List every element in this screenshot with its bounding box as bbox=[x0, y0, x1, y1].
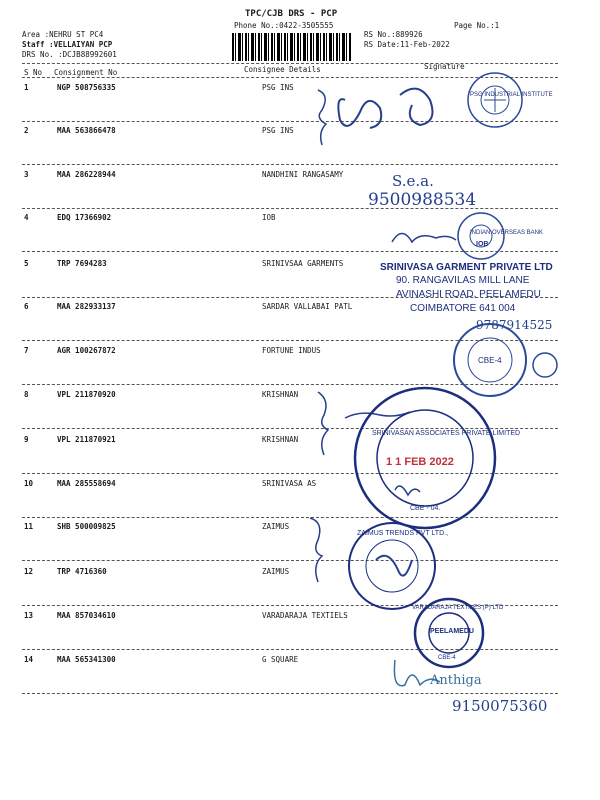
row-consignee-name: VARADARAJA TEXTIELS bbox=[262, 611, 348, 620]
iob-stamp-short: IOB bbox=[476, 241, 489, 248]
row-consignee-name: PSG INS bbox=[262, 126, 294, 135]
brace-rows-8-9 bbox=[318, 392, 328, 455]
col-header-consignee: Consignee Details bbox=[244, 65, 321, 74]
row-consignment-number: TRP 7694283 bbox=[57, 259, 107, 268]
iob-stamp bbox=[458, 213, 504, 259]
row-consignee-name: KRISHNAN bbox=[262, 390, 299, 399]
row-consignment-number: MAA 286228944 bbox=[57, 170, 116, 179]
row-serial-number: 5 bbox=[24, 259, 29, 268]
row-consignment-number: MAA 857034610 bbox=[57, 611, 116, 620]
varadaraja-stamp-center: PEELAMEDU bbox=[430, 628, 474, 635]
area-field: Area :NEHRU ST PC4 bbox=[22, 30, 104, 39]
document-title: TPC/CJB DRS - PCP bbox=[245, 9, 338, 19]
handwritten-phone-row-14: 9150075360 bbox=[452, 697, 548, 715]
row-serial-number: 2 bbox=[24, 126, 29, 135]
row-consignment-number: VPL 211870920 bbox=[57, 390, 116, 399]
row-consignment-number: MAA 563866478 bbox=[57, 126, 116, 135]
garments-stamp-addr2: AVINASHI ROAD, PEELAMEDU bbox=[396, 289, 541, 300]
associates-stamp-name: SRINIVASAN ASSOCIATES PRIVATE LIMITED bbox=[372, 430, 521, 437]
garments-stamp-name: SRINIVASA GARMENT PRIVATE LTD bbox=[380, 262, 553, 273]
col-header-signature: Signature bbox=[424, 62, 465, 71]
rs-date: RS Date:11-Feb-2022 bbox=[364, 40, 450, 49]
page-number: Page No.:1 bbox=[454, 21, 500, 30]
sardar-stamp-text: CBE-4 bbox=[478, 356, 502, 365]
garments-stamp-addr3: COIMBATORE 641 004 bbox=[410, 303, 516, 314]
phone-number: Phone No.:0422-3505555 bbox=[234, 21, 334, 30]
row-consignment-number: SHB 500009825 bbox=[57, 522, 116, 531]
row-serial-number: 14 bbox=[24, 655, 34, 664]
row-consignment-number: NGP 508756335 bbox=[57, 83, 116, 92]
row-serial-number: 13 bbox=[24, 611, 34, 620]
col-header-sno: S No bbox=[24, 68, 43, 77]
row-consignment-number: AGR 100267872 bbox=[57, 346, 116, 355]
row-consignee-name: KRISHNAN bbox=[262, 435, 299, 444]
signature-rows-1-2 bbox=[338, 99, 381, 128]
zaimus-stamp-text: ZAIMUS TRENDS PVT LTD., bbox=[357, 530, 449, 537]
row-consignee-name: ZAIMUS bbox=[262, 522, 290, 531]
row-consignee-name: SRINIVASA AS bbox=[262, 479, 317, 488]
row-consignee-name: SRINIVSAA GARMENTS bbox=[262, 259, 344, 268]
row-serial-number: 3 bbox=[24, 170, 29, 179]
row-serial-number: 11 bbox=[24, 522, 34, 531]
rs-number: RS No.:889926 bbox=[364, 30, 423, 39]
row-serial-number: 6 bbox=[24, 302, 29, 311]
row-consignment-number: MAA 565341300 bbox=[57, 655, 116, 664]
iob-stamp-text: INDIAN OVERSEAS BANK bbox=[470, 230, 544, 236]
handwritten-phone-row-7: 9787914525 bbox=[476, 318, 553, 332]
staff-field: Staff :VELLAIYAN PCP bbox=[22, 40, 113, 49]
row-consignee-name: SARDAR VALLABAI PATL bbox=[262, 302, 353, 311]
signature-row-4 bbox=[392, 234, 456, 243]
row-consignment-number: EDQ 17366902 bbox=[57, 213, 112, 222]
row-consignment-number: MAA 282933137 bbox=[57, 302, 116, 311]
row-serial-number: 9 bbox=[24, 435, 29, 444]
brace-rows-11-12 bbox=[310, 518, 322, 582]
row-serial-number: 8 bbox=[24, 390, 29, 399]
varadaraja-stamp-name: VARADARAJA TEXTILES (P) LTD bbox=[412, 605, 504, 611]
row-serial-number: 4 bbox=[24, 213, 29, 222]
associates-stamp-date: 1 1 FEB 2022 bbox=[386, 456, 454, 468]
row-consignment-number: VPL 211870921 bbox=[57, 435, 116, 444]
row-consignment-number: MAA 285558694 bbox=[57, 479, 116, 488]
psg-stamp-text: PSG INDUSTRIAL INSTITUTE bbox=[470, 92, 553, 98]
row-consignment-number: TRP 4716360 bbox=[57, 567, 107, 576]
row-serial-number: 1 bbox=[24, 83, 29, 92]
row-consignee-name: ZAIMUS bbox=[262, 567, 290, 576]
row-serial-number: 7 bbox=[24, 346, 29, 355]
row-consignee-name: PSG INS bbox=[262, 83, 294, 92]
garments-stamp-addr1: 90. RANGAVILAS MILL LANE bbox=[396, 275, 530, 286]
row-serial-number: 10 bbox=[24, 479, 34, 488]
row-consignee-name: NANDHINI RANGASAMY bbox=[262, 170, 344, 179]
row-serial-number: 12 bbox=[24, 567, 34, 576]
handwritten-initials-row-3: S.e.a. bbox=[392, 172, 434, 190]
handwritten-phone-row-3: 9500988534 bbox=[368, 190, 477, 210]
brace-rows-1-2 bbox=[318, 90, 326, 145]
associates-stamp-cbe: CBE - 04. bbox=[410, 505, 441, 512]
drs-number: DRS No. :DCJB88992601 bbox=[22, 50, 117, 59]
row-consignee-name: FORTUNE INDUS bbox=[262, 346, 321, 355]
handwritten-sign-row-14: Anthiga bbox=[430, 673, 482, 688]
col-header-consignment: Consignment No bbox=[54, 68, 118, 77]
varadaraja-stamp-cbe: CBE-4 bbox=[438, 655, 456, 661]
row-consignee-name: G SQUARE bbox=[262, 655, 299, 664]
psg-stamp bbox=[468, 73, 522, 127]
row-consignee-name: IOB bbox=[262, 213, 276, 222]
